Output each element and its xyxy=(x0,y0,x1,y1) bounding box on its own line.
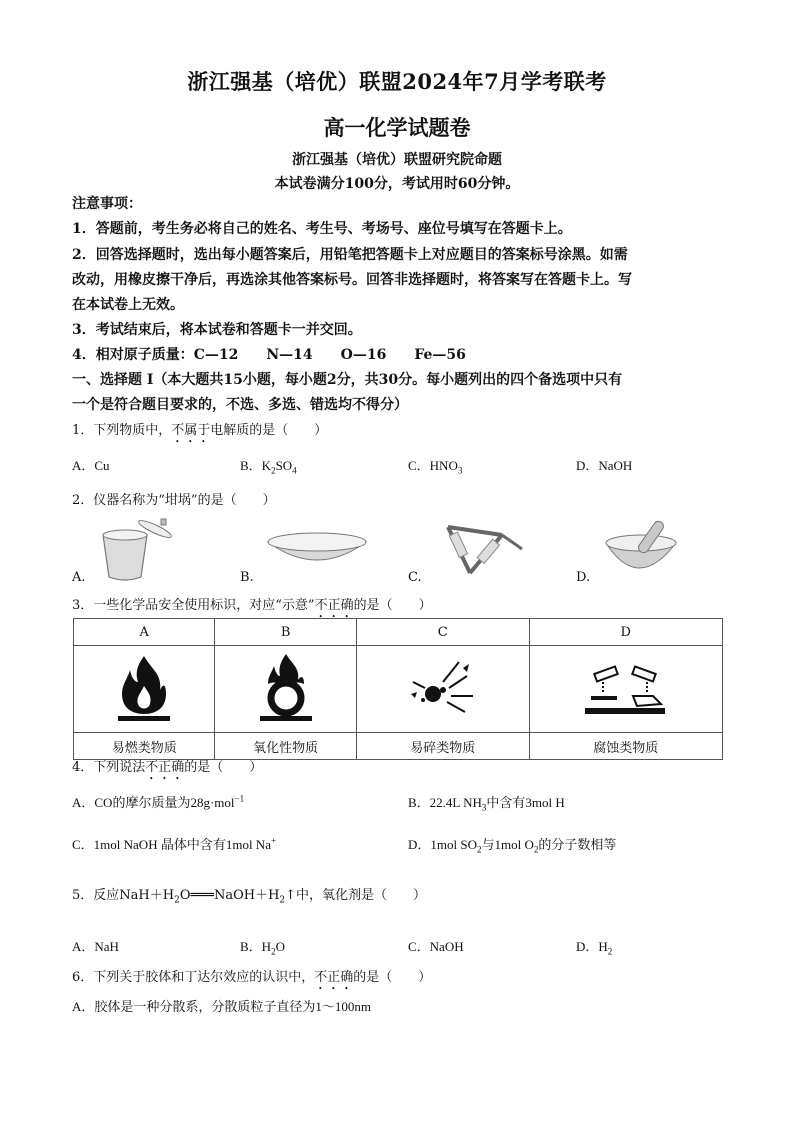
question-2-stem: 2．仪器名称为“坩埚”的是（ ） xyxy=(72,493,276,508)
oxidizer-cell xyxy=(215,646,356,733)
q2-option-b-label[interactable]: B. xyxy=(240,570,254,585)
col-header-a: A xyxy=(74,619,215,646)
question-1-stem: 1．下列物质中，不属于电解质的是（ ） xyxy=(72,423,328,438)
exam-title: 浙江强基（培优）联盟2024年7月学考联考 xyxy=(187,69,607,94)
clay-triangle-image xyxy=(430,515,530,585)
col-header-b: B xyxy=(215,619,356,646)
q1-option-a[interactable]: A．Cu xyxy=(72,458,110,473)
caption-oxidizer: 氧化性物质 xyxy=(215,733,356,760)
q5-option-c[interactable]: C．NaOH xyxy=(408,939,464,954)
corrosive-cell xyxy=(529,646,722,733)
col-header-d: D xyxy=(529,619,722,646)
q5-option-a[interactable]: A．NaH xyxy=(72,939,119,954)
question-5-stem: 5．反应$NaH+H_2O═══NaOH+H_2↑$中，氧化剂是（ ） xyxy=(72,888,427,906)
section-heading-cont: 一个是符合题目要求的，不选、多选、错选均不得分） xyxy=(72,397,408,413)
corrosive-icon xyxy=(581,652,671,722)
q4-option-d[interactable]: D．1mol $SO_2$与1mol $O_2$的分子数相等 xyxy=(408,837,617,855)
crucible-image xyxy=(95,515,185,585)
oxidizer-icon xyxy=(256,652,316,722)
caption-flammable: 易燃类物质 xyxy=(74,733,215,760)
safety-label-table xyxy=(73,618,723,760)
notes-heading: 注意事项： xyxy=(72,196,142,212)
flammable-icon xyxy=(114,652,174,722)
question-6-stem: 6．下列关于胶体和丁达尔效应的认识中，不正确的是（ ） xyxy=(72,970,432,985)
note-item: 4．相对原子质量：C—12 N—14 O—16 Fe—56 xyxy=(72,347,466,363)
caption-fragile: 易碎类物质 xyxy=(356,733,529,760)
fragile-cell xyxy=(356,646,529,733)
question-4-stem: 4．下列说法不正确的是（ ） xyxy=(72,760,263,775)
note-item: 改动，用橡皮擦干净后，再选涂其他答案标号。回答非选择题时，将答案写在答题卡上。写 xyxy=(72,272,632,288)
evaporating-dish-image xyxy=(262,528,372,578)
q4-option-c[interactable]: C．1mol NaOH 晶体中含有1mol Na+ xyxy=(72,835,277,852)
exam-info: 本试卷满分100分，考试用时60分钟。 xyxy=(274,176,520,192)
note-item: 2．回答选择题时，选出每小题答案后，用铅笔把答题卡上对应题目的答案标号涂黑。如需 xyxy=(72,247,628,263)
q1-option-c[interactable]: C．$HNO_3$ xyxy=(408,458,463,476)
note-item: 1．答题前，考生务必将自己的姓名、考生号、考场号、座位号填写在答题卡上。 xyxy=(72,221,572,237)
q4-option-b[interactable]: B．22.4L $NH_3$中含有3mol H xyxy=(408,795,565,813)
exam-subtitle: 高一化学试题卷 xyxy=(323,115,471,140)
q2-option-c-label[interactable]: C. xyxy=(408,570,422,585)
exam-org: 浙江强基（培优）联盟研究院命题 xyxy=(292,152,502,168)
section-heading: 一、选择题 I（本大题共15小题，每小题2分，共30分。每小题列出的四个备选项中只有 xyxy=(72,372,623,388)
q2-option-d-label[interactable]: D. xyxy=(576,570,591,585)
q1-option-d[interactable]: D．NaOH xyxy=(576,458,633,473)
question-3-stem: 3．一些化学品安全使用标识，对应“示意”不正确的是（ ） xyxy=(72,598,432,613)
q2-option-a-label[interactable]: A. xyxy=(72,570,86,585)
explosion-icon xyxy=(403,652,483,722)
q5-option-d[interactable]: D．$H_2$ xyxy=(576,939,613,957)
q4-option-a[interactable]: A．CO的摩尔质量为28g·mol$^{-1}$ xyxy=(72,793,245,810)
note-item: 在本试卷上无效。 xyxy=(72,297,184,313)
q5-option-b[interactable]: B．$H_2O$ xyxy=(240,939,285,957)
q6-option-a[interactable]: A．胶体是一种分散系，分散质粒子直径为1～100nm xyxy=(72,999,372,1014)
col-header-c: C xyxy=(356,619,529,646)
mortar-pestle-image xyxy=(598,515,688,583)
q1-option-b[interactable]: B．$K_2SO_4$ xyxy=(240,458,297,476)
caption-corrosive: 腐蚀类物质 xyxy=(529,733,722,760)
note-item: 3．考试结束后，将本试卷和答题卡一并交回。 xyxy=(72,322,362,338)
flammable-cell xyxy=(74,646,215,733)
